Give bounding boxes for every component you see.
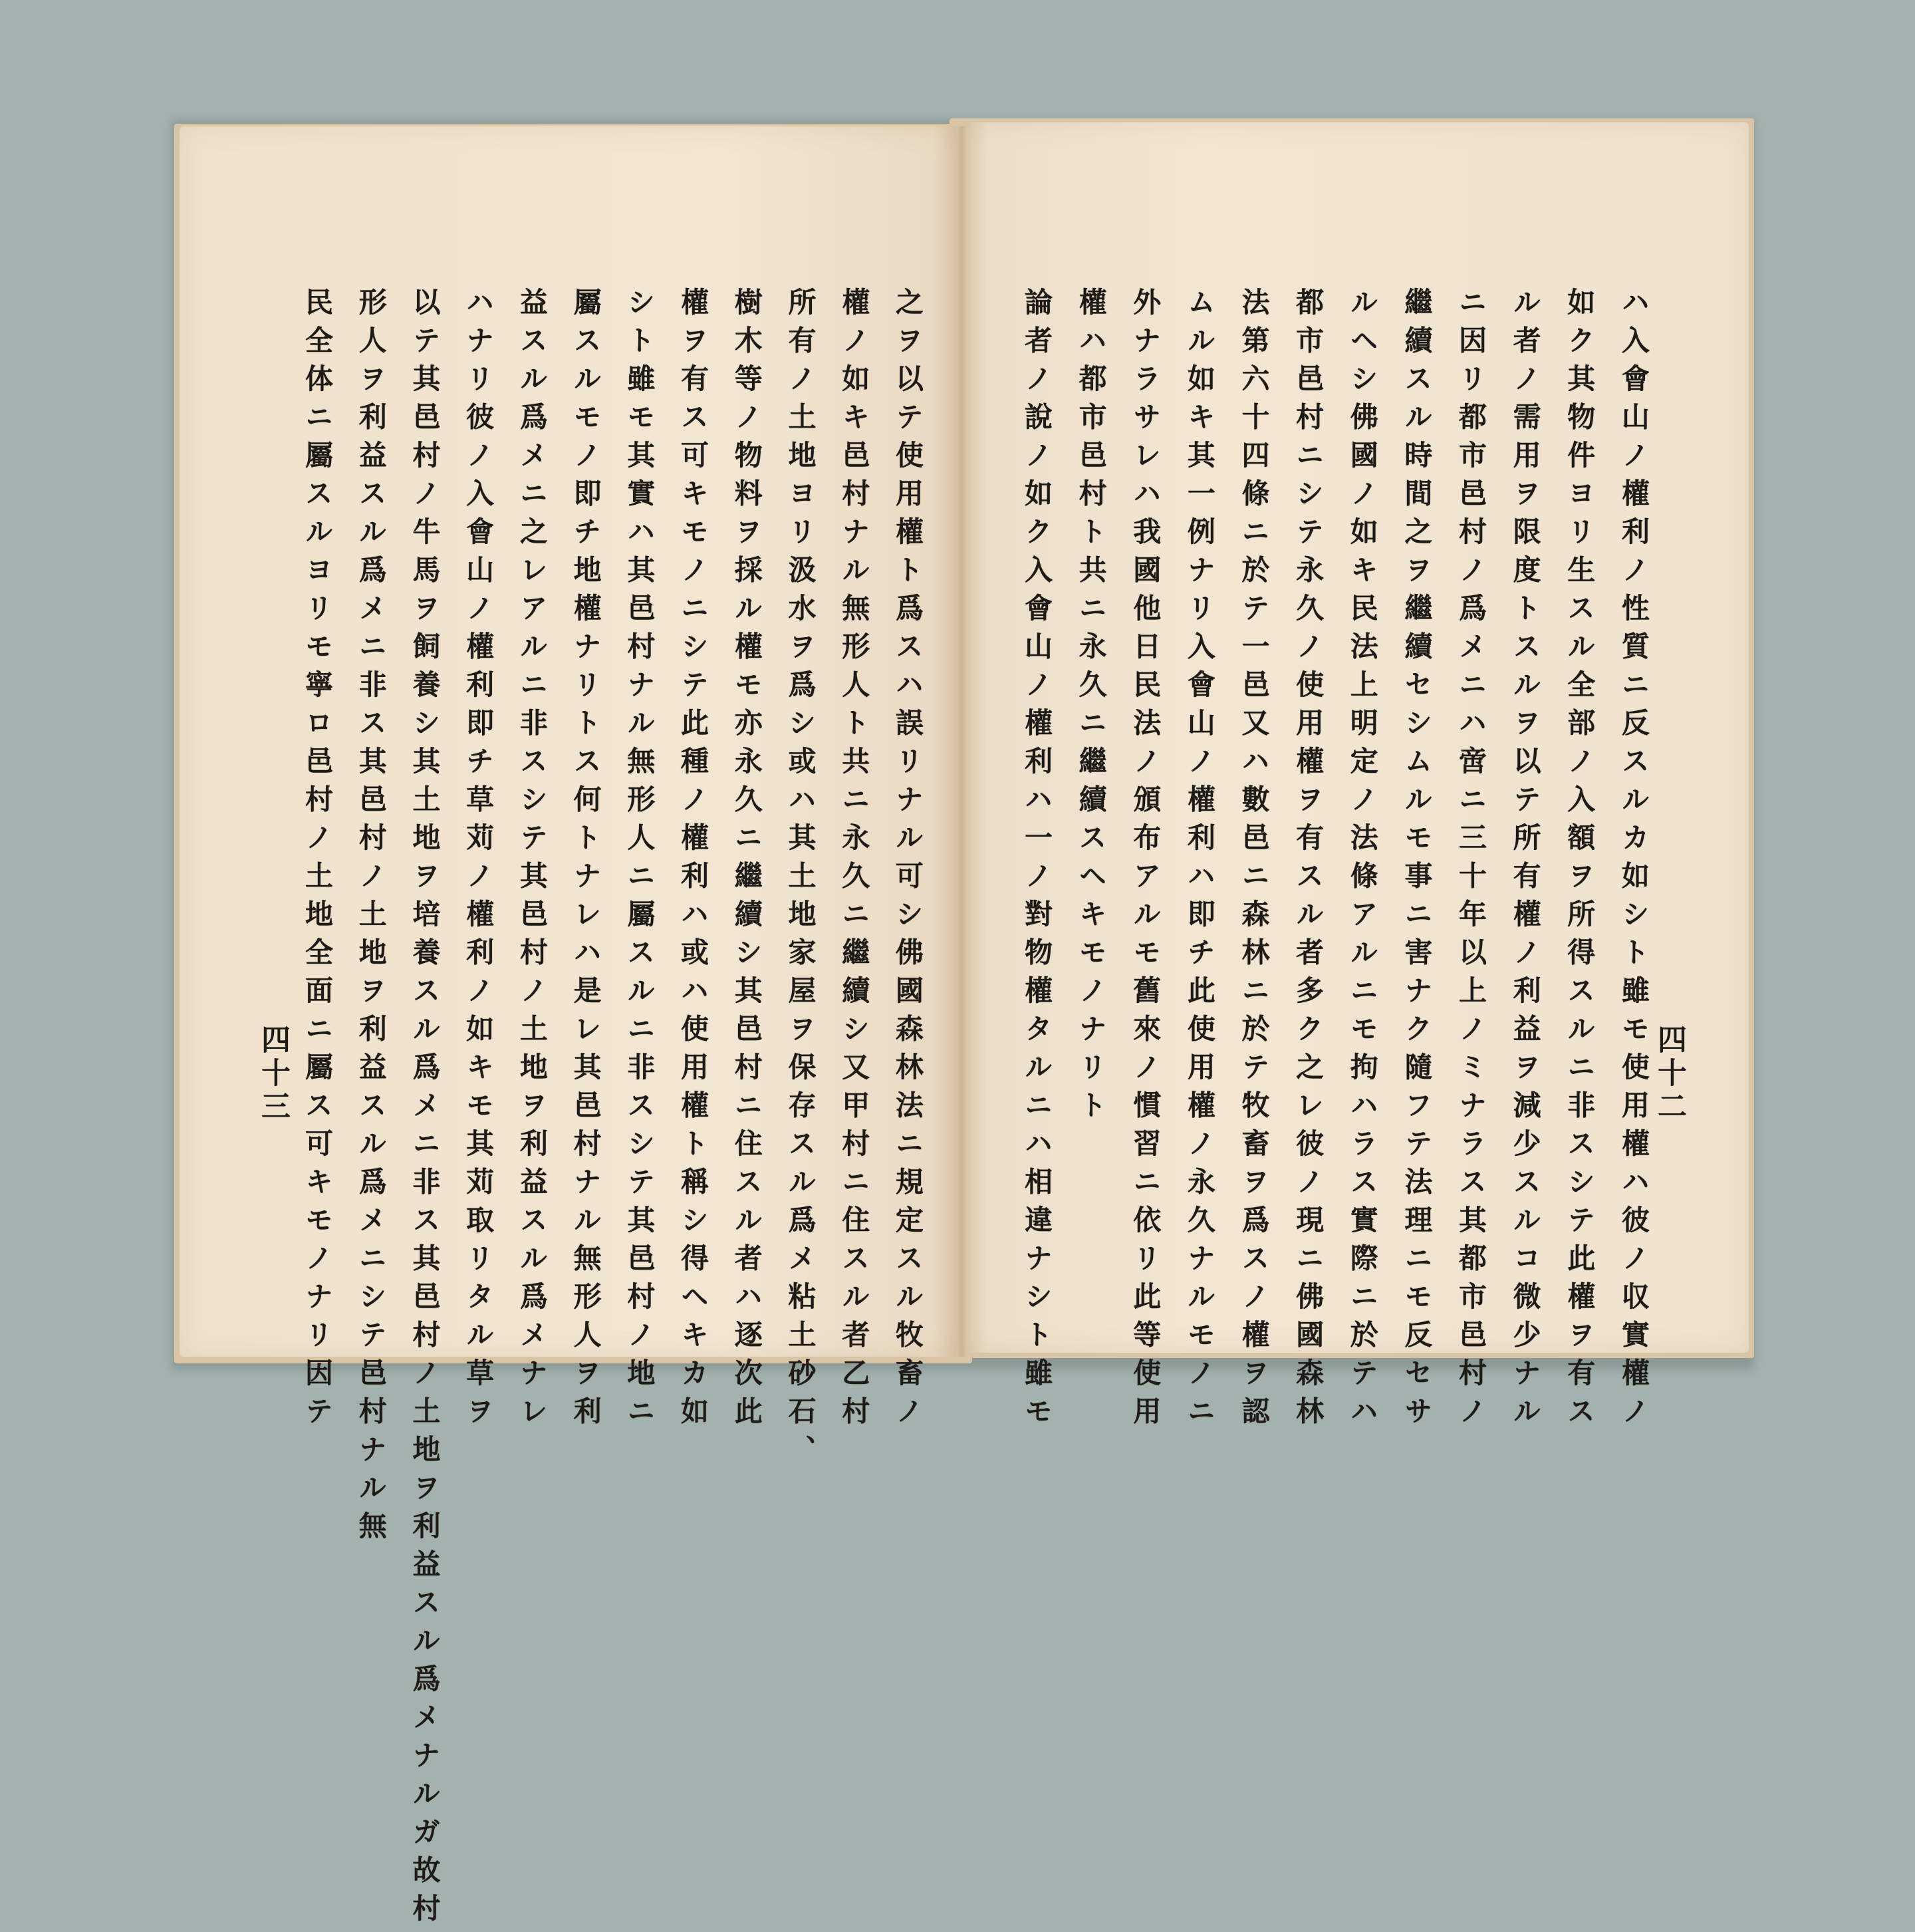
- text-column: ル者ノ需用ヲ限度トスルヲ以テ所有權ノ利益ヲ減少スルコ微少ナル: [1509, 287, 1542, 1435]
- text-column: ムル如キ其一例ナリ入會山ノ權利ハ即チ此使用權ノ永久ナルモノニ: [1183, 287, 1216, 1435]
- text-column: 如ク其物件ヨリ生スル全部ノ入額ヲ所得スルニ非スシテ此權ヲ有ス: [1563, 287, 1596, 1435]
- text-column: 樹木等ノ物料ヲ採ル權モ亦永久ニ繼續シ其邑村ニ住スル者ハ逐次此: [730, 287, 763, 1435]
- text-column: ルヘシ佛國ノ如キ民法上明定ノ法條アルニモ拘ハラス實際ニ於テハ: [1346, 287, 1379, 1435]
- text-column: 權ハ都市邑村ト共ニ永久ニ繼續スヘキモノナリト: [1075, 287, 1108, 1129]
- text-column: 論者ノ說ノ如ク入會山ノ權利ハ一ノ對物權タルニハ相違ナシト雖モ: [1021, 287, 1053, 1435]
- left-page-text: [301, 287, 924, 1932]
- page-number-right: 四十二: [1652, 1024, 1686, 1124]
- text-column: 權ノ如キ邑村ナル無形人ト共ニ永久ニ繼續シ又甲村ニ住スル者乙村: [838, 287, 871, 1435]
- page-number-left: 四十三: [256, 1024, 290, 1124]
- text-column: 民全体ニ屬スルヨリモ寧ロ邑村ノ土地全面ニ屬ス可キモノナリ因テ: [301, 287, 334, 1435]
- text-column: ハ入會山ノ權利ノ性質ニ反スルカ如シト雖モ使用權ハ彼ノ収實權ノ: [1617, 287, 1650, 1435]
- text-column: 都市邑村ニシテ永久ノ使用權ヲ有スル者多ク之レ彼ノ現ニ佛國森林: [1292, 287, 1325, 1435]
- book-spine: [956, 126, 967, 1357]
- text-column: ニ因リ都市邑村ノ爲メニハ啻ニ三十年以上ノミナラス其都市邑村ノ: [1455, 287, 1487, 1435]
- text-column: 形人ヲ利益スル爲メニ非ス其邑村ノ土地ヲ利益スル爲メニシテ邑村ナル無: [354, 287, 388, 1550]
- text-column: 益スル爲メニ之レアルニ非スシテ其邑村ノ土地ヲ利益スル爲メナレ: [515, 287, 549, 1435]
- text-column: 權ヲ有ス可キモノニシテ此種ノ權利ハ或ハ使用權ト稱シ得ヘキカ如: [677, 287, 710, 1435]
- text-column: 外ナラサレハ我國他日民法ノ頒布アルモ舊來ノ慣習ニ依リ此等使用: [1129, 287, 1162, 1435]
- text-column: ハナリ彼ノ入會山ノ權利即チ草苅ノ權利ノ如キモ其苅取リタル草ヲ: [462, 287, 495, 1435]
- text-column: 以テ其邑村ノ牛馬ヲ飼養シ其土地ヲ培養スル爲メニ非ス其邑村ノ土地ヲ利益スル爲メナルガ故村: [408, 287, 442, 1932]
- text-column: 法第六十四條ニ於テ一邑又ハ數邑ニ森林ニ於テ牧畜ヲ爲スノ權ヲ認: [1237, 287, 1271, 1435]
- right-page-text: [1021, 287, 1650, 1435]
- text-column: 之ヲ以テ使用權ト爲スハ誤リナル可シ佛國森林法ニ規定スル牧畜ノ: [891, 287, 924, 1435]
- text-column: 繼續スル時間之ヲ繼續セシムルモ事ニ害ナク隨フテ法理ニモ反セサ: [1400, 287, 1434, 1435]
- text-column: 屬スルモノ即チ地權ナリトス何トナレハ是レ其邑村ナル無形人ヲ利: [569, 287, 602, 1435]
- text-column: シト雖モ其實ハ其邑村ナル無形人ニ屬スルニ非スシテ其邑村ノ地ニ: [623, 287, 656, 1435]
- text-column: 所有ノ土地ヨリ汲水ヲ爲シ或ハ其土地家屋ヲ保存スル爲メ粘土砂石、: [784, 287, 817, 1473]
